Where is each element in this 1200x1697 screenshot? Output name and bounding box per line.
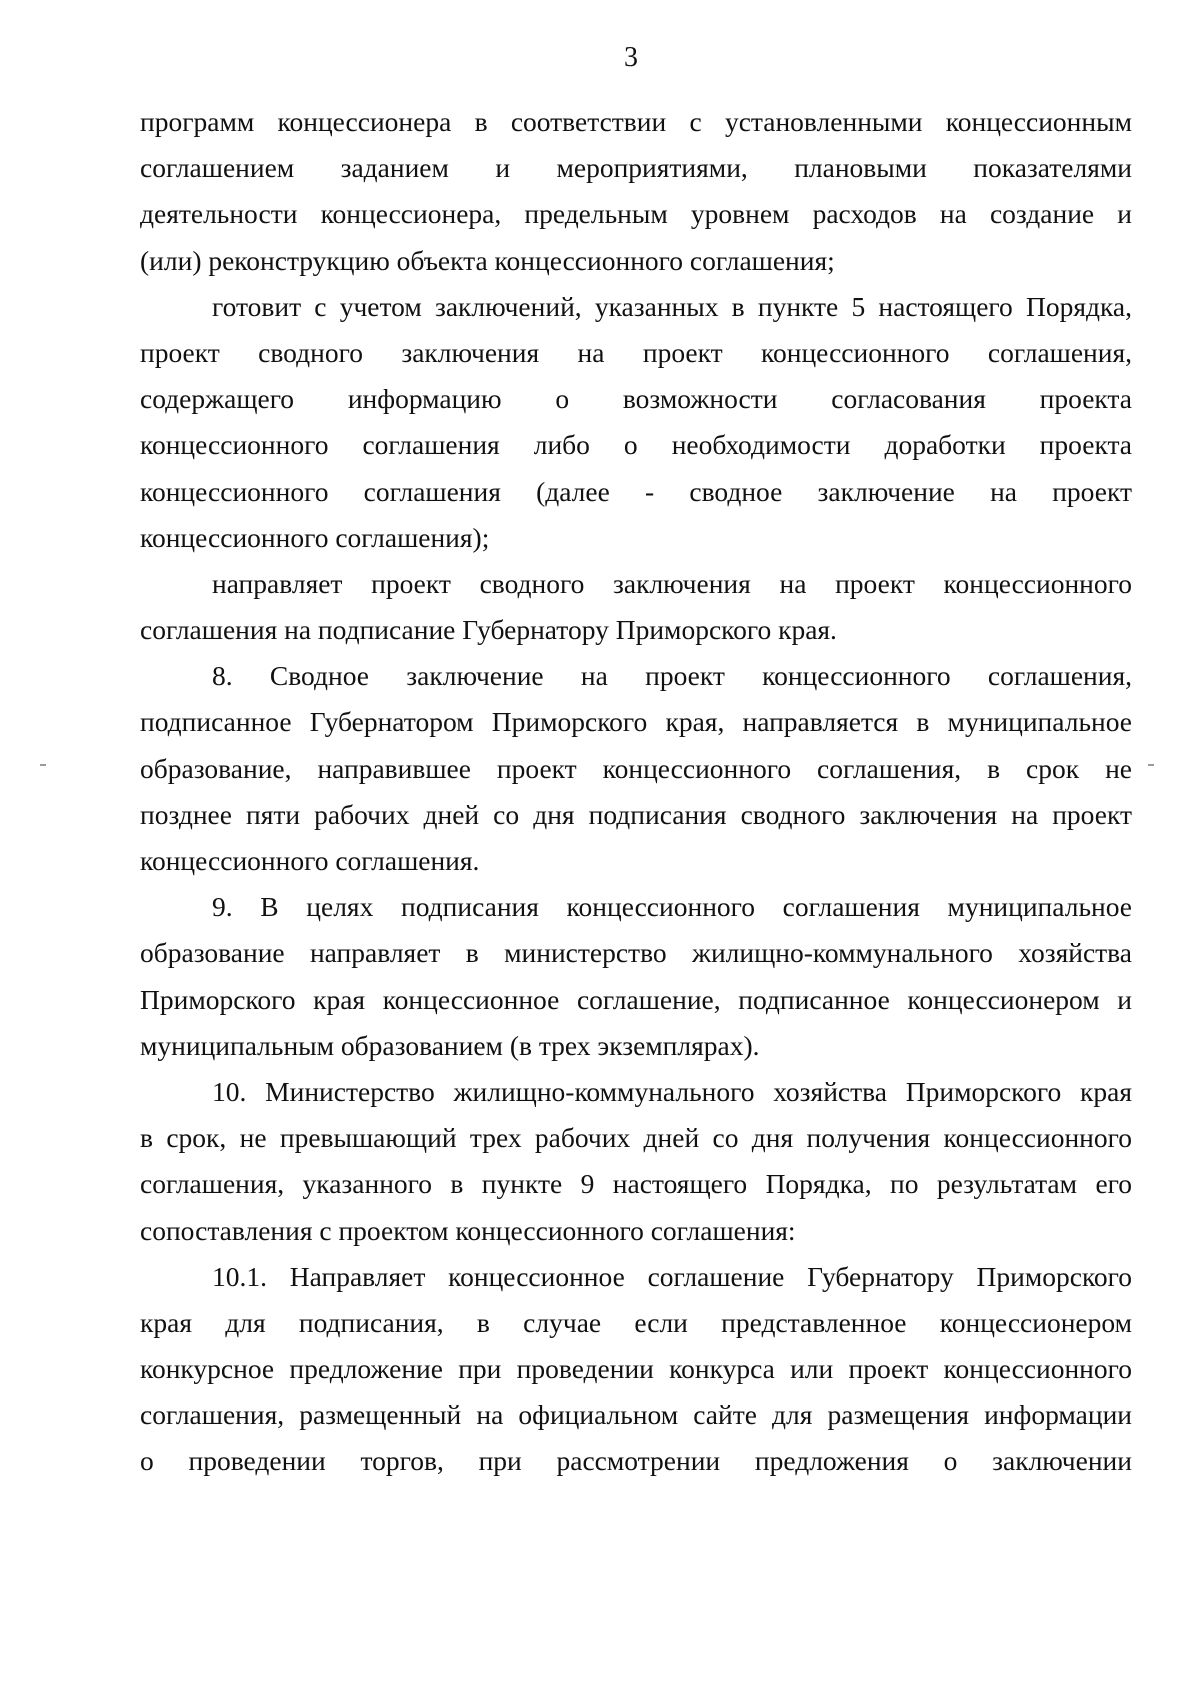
text-line: подписанное Губернатором Приморского края, направляется в муниципальное [140,706,1132,738]
text-line: 9. В целях подписания концессионного соглашения муниципальное [212,891,1132,923]
text-line: программ концессионера в соответствии с установленными концессионным [140,106,1132,137]
text-line: соглашения, размещенный на официальном сайте для размещения информации [140,1399,1132,1431]
text-line: концессионного соглашения); [140,521,490,553]
text-line: края для подписания, в случае если представленное концессионером [140,1306,1132,1338]
text-line: 8. Сводное заключение на проект концессионного соглашения, [212,660,1132,692]
scan-mark-right [1148,764,1154,766]
text-line: о проведении торгов, при рассмотрении предложения о заключении [140,1445,1132,1477]
page-number: 3 [624,42,638,73]
text-line: концессионного соглашения (далее - сводное заключение на проект [140,475,1132,507]
text-line: образование, направившее проект концессионного соглашения, в срок не [140,752,1132,784]
text-line: концессионного соглашения. [140,845,480,876]
text-line: в срок, не превышающий трех рабочих дней со дня получения концессионного [140,1122,1132,1154]
text-line: содержащего информацию о возможности согласования проекта [140,383,1132,415]
text-line: сопоставления с проектом концессионного соглашения: [140,1214,796,1246]
text-line: соглашения, указанного в пункте 9 настоящего Порядка, по результатам его [140,1168,1132,1200]
text-line: Приморского края концессионное соглашение, подписанное концессионером и [140,983,1132,1015]
document-body [140,99,1132,1485]
text-line: 10.1. Направляет концессионное соглашение Губернатору Приморского [212,1260,1132,1292]
text-line: соглашением заданием и мероприятиями, плановыми показателями [140,152,1132,184]
text-line: муниципальным образованием (в трех экземплярах). [140,1029,760,1061]
text-line: деятельности концессионера, предельным уровнем расходов на создание и [140,198,1132,230]
text-line: концессионного соглашения либо о необходимости доработки проекта [140,429,1132,461]
text-line: готовит с учетом заключений, указанных в пункте 5 настоящего Порядка, [212,290,1132,322]
text-line: проект сводного заключения на проект концессионного соглашения, [140,336,1132,368]
text-line: (или) реконструкцию объекта концессионного соглашения; [140,244,835,276]
text-line: образование направляет в министерство жилищно-коммунального хозяйства [140,937,1132,969]
text-line: позднее пяти рабочих дней со дня подписания сводного заключения на проект [140,798,1132,830]
text-line: направляет проект сводного заключения на проект концессионного [212,567,1132,599]
text-line: соглашения на подписание Губернатору Приморского края. [140,614,837,646]
text-line: 10. Министерство жилищно-коммунального хозяйства Приморского края [212,1075,1132,1107]
scan-mark-left [40,764,46,766]
text-line: конкурсное предложение при проведении конкурса или проект концессионного [140,1353,1132,1385]
